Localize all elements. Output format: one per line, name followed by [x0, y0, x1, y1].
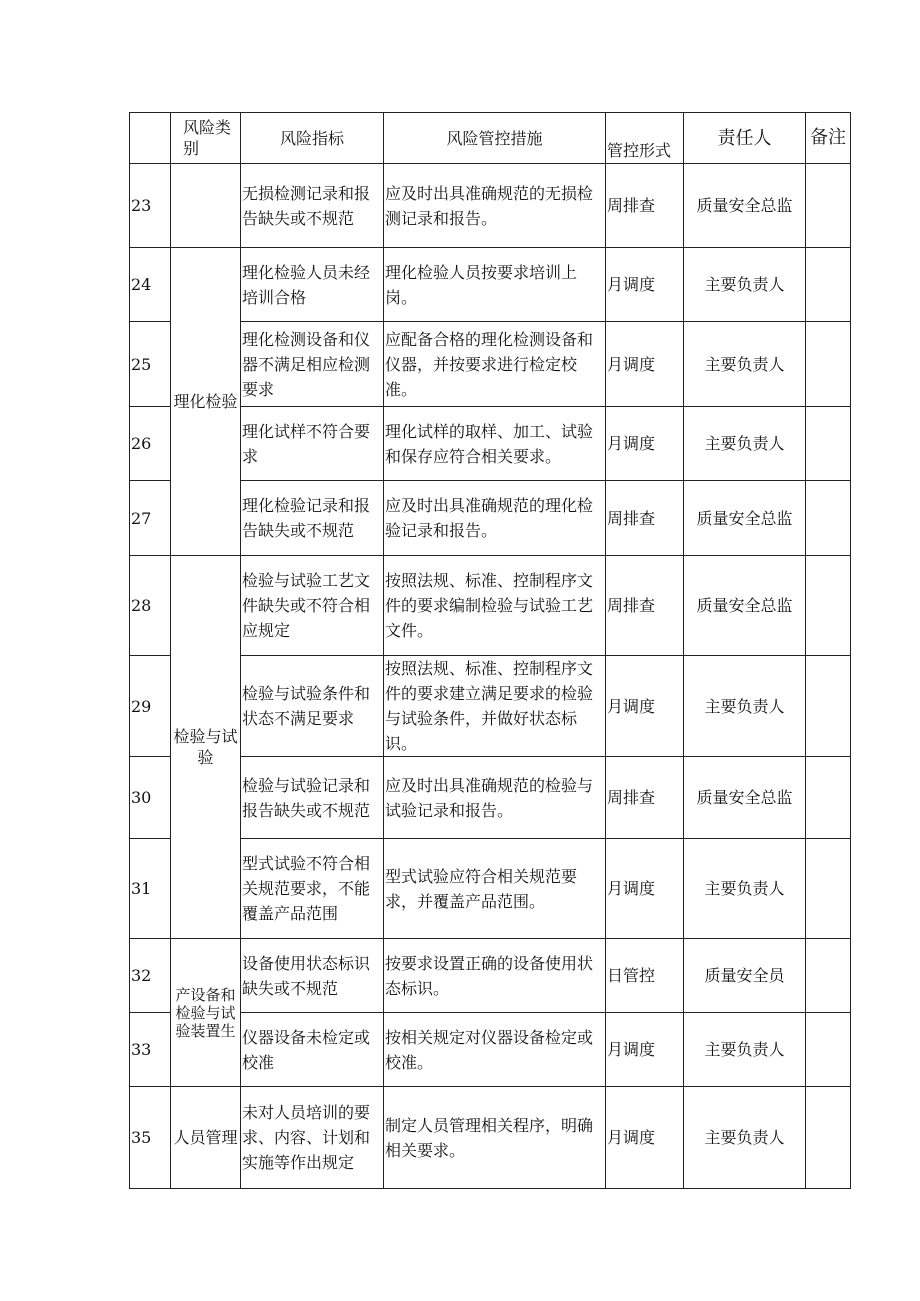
responsible-cell: 主要负责人	[684, 656, 806, 757]
indicator-cell: 设备使用状态标识缺失或不规范	[241, 939, 384, 1013]
row-number: 33	[130, 1013, 171, 1087]
row-number: 28	[130, 556, 171, 656]
measure-cell: 应及时出具准确规范的理化检验记录和报告。	[384, 481, 606, 556]
row-number: 31	[130, 839, 171, 939]
risk-control-table	[129, 112, 851, 1189]
remarks-cell	[806, 1013, 851, 1087]
table-row	[130, 164, 851, 248]
indicator-cell: 理化检验记录和报告缺失或不规范	[241, 481, 384, 556]
measure-cell: 按照法规、标准、控制程序文件的要求建立满足要求的检验与试验条件，并做好状态标识。	[384, 656, 606, 757]
measure-cell: 应及时出具准确规范的无损检测记录和报告。	[384, 164, 606, 248]
row-number: 27	[130, 481, 171, 556]
measure-cell: 理化检验人员按要求培训上岗。	[384, 248, 606, 322]
responsible-cell: 质量安全总监	[684, 481, 806, 556]
header-row	[130, 113, 851, 164]
measure-cell: 制定人员管理相关程序，明确相关要求。	[384, 1087, 606, 1189]
remarks-cell	[806, 939, 851, 1013]
table-row	[130, 1087, 851, 1189]
table-row	[130, 939, 851, 1013]
row-number: 24	[130, 248, 171, 322]
responsible-cell: 质量安全总监	[684, 757, 806, 839]
control-form-cell: 日管控	[606, 939, 684, 1013]
header-remarks: 备注	[806, 113, 851, 164]
indicator-cell: 仪器设备未检定或校准	[241, 1013, 384, 1087]
responsible-cell: 主要负责人	[684, 407, 806, 481]
control-form-cell: 月调度	[606, 322, 684, 407]
indicator-cell: 理化检验人员未经培训合格	[241, 248, 384, 322]
indicator-cell: 无损检测记录和报告缺失或不规范	[241, 164, 384, 248]
remarks-cell	[806, 322, 851, 407]
remarks-cell	[806, 164, 851, 248]
category-cell: 理化检验	[171, 248, 241, 556]
indicator-cell: 理化试样不符合要求	[241, 407, 384, 481]
row-number: 26	[130, 407, 171, 481]
header-control-form: 管控形式	[606, 113, 684, 164]
responsible-cell: 主要负责人	[684, 248, 806, 322]
remarks-cell	[806, 248, 851, 322]
control-form-cell: 周排查	[606, 481, 684, 556]
measure-cell: 应配备合格的理化检测设备和仪器，并按要求进行检定校准。	[384, 322, 606, 407]
measure-cell: 按相关规定对仪器设备检定或校准。	[384, 1013, 606, 1087]
row-number: 25	[130, 322, 171, 407]
control-form-cell: 周排查	[606, 556, 684, 656]
table-row	[130, 556, 851, 656]
indicator-cell: 型式试验不符合相关规范要求，不能覆盖产品范围	[241, 839, 384, 939]
control-form-cell: 月调度	[606, 1013, 684, 1087]
indicator-cell: 检验与试验条件和状态不满足要求	[241, 656, 384, 757]
responsible-cell: 主要负责人	[684, 1013, 806, 1087]
remarks-cell	[806, 481, 851, 556]
row-number: 32	[130, 939, 171, 1013]
remarks-cell	[806, 556, 851, 656]
category-cell: 检验与试验	[171, 556, 241, 939]
measure-cell: 理化试样的取样、加工、试验和保存应符合相关要求。	[384, 407, 606, 481]
indicator-cell: 检验与试验工艺文件缺失或不符合相应规定	[241, 556, 384, 656]
remarks-cell	[806, 656, 851, 757]
measure-cell: 应及时出具准确规范的检验与试验记录和报告。	[384, 757, 606, 839]
row-number: 35	[130, 1087, 171, 1189]
header-category: 风险类别	[171, 113, 241, 164]
responsible-cell: 主要负责人	[684, 322, 806, 407]
control-form-cell: 周排查	[606, 757, 684, 839]
row-number: 23	[130, 164, 171, 248]
control-form-cell: 周排查	[606, 164, 684, 248]
control-form-cell: 月调度	[606, 1087, 684, 1189]
indicator-cell: 理化检测设备和仪器不满足相应检测要求	[241, 322, 384, 407]
control-form-cell: 月调度	[606, 248, 684, 322]
measure-cell: 按要求设置正确的设备使用状态标识。	[384, 939, 606, 1013]
table-row	[130, 248, 851, 322]
category-cell: 人员管理	[171, 1087, 241, 1189]
header-responsible: 责任人	[684, 113, 806, 164]
control-form-cell: 月调度	[606, 656, 684, 757]
header-measures: 风险管控措施	[384, 113, 606, 164]
remarks-cell	[806, 407, 851, 481]
header-no	[130, 113, 171, 164]
control-form-cell: 月调度	[606, 407, 684, 481]
measure-cell: 型式试验应符合相关规范要求，并覆盖产品范围。	[384, 839, 606, 939]
header-indicator: 风险指标	[241, 113, 384, 164]
category-cell: 产设备和检验与试验装置生	[171, 939, 241, 1087]
measure-cell: 按照法规、标准、控制程序文件的要求编制检验与试验工艺文件。	[384, 556, 606, 656]
indicator-cell: 未对人员培训的要求、内容、计划和实施等作出规定	[241, 1087, 384, 1189]
remarks-cell	[806, 1087, 851, 1189]
responsible-cell: 主要负责人	[684, 1087, 806, 1189]
control-form-cell: 月调度	[606, 839, 684, 939]
indicator-cell: 检验与试验记录和报告缺失或不规范	[241, 757, 384, 839]
row-number: 30	[130, 757, 171, 839]
row-number: 29	[130, 656, 171, 757]
responsible-cell: 质量安全员	[684, 939, 806, 1013]
remarks-cell	[806, 839, 851, 939]
responsible-cell: 质量安全总监	[684, 556, 806, 656]
responsible-cell: 主要负责人	[684, 839, 806, 939]
responsible-cell: 质量安全总监	[684, 164, 806, 248]
category-cell	[171, 164, 241, 248]
remarks-cell	[806, 757, 851, 839]
